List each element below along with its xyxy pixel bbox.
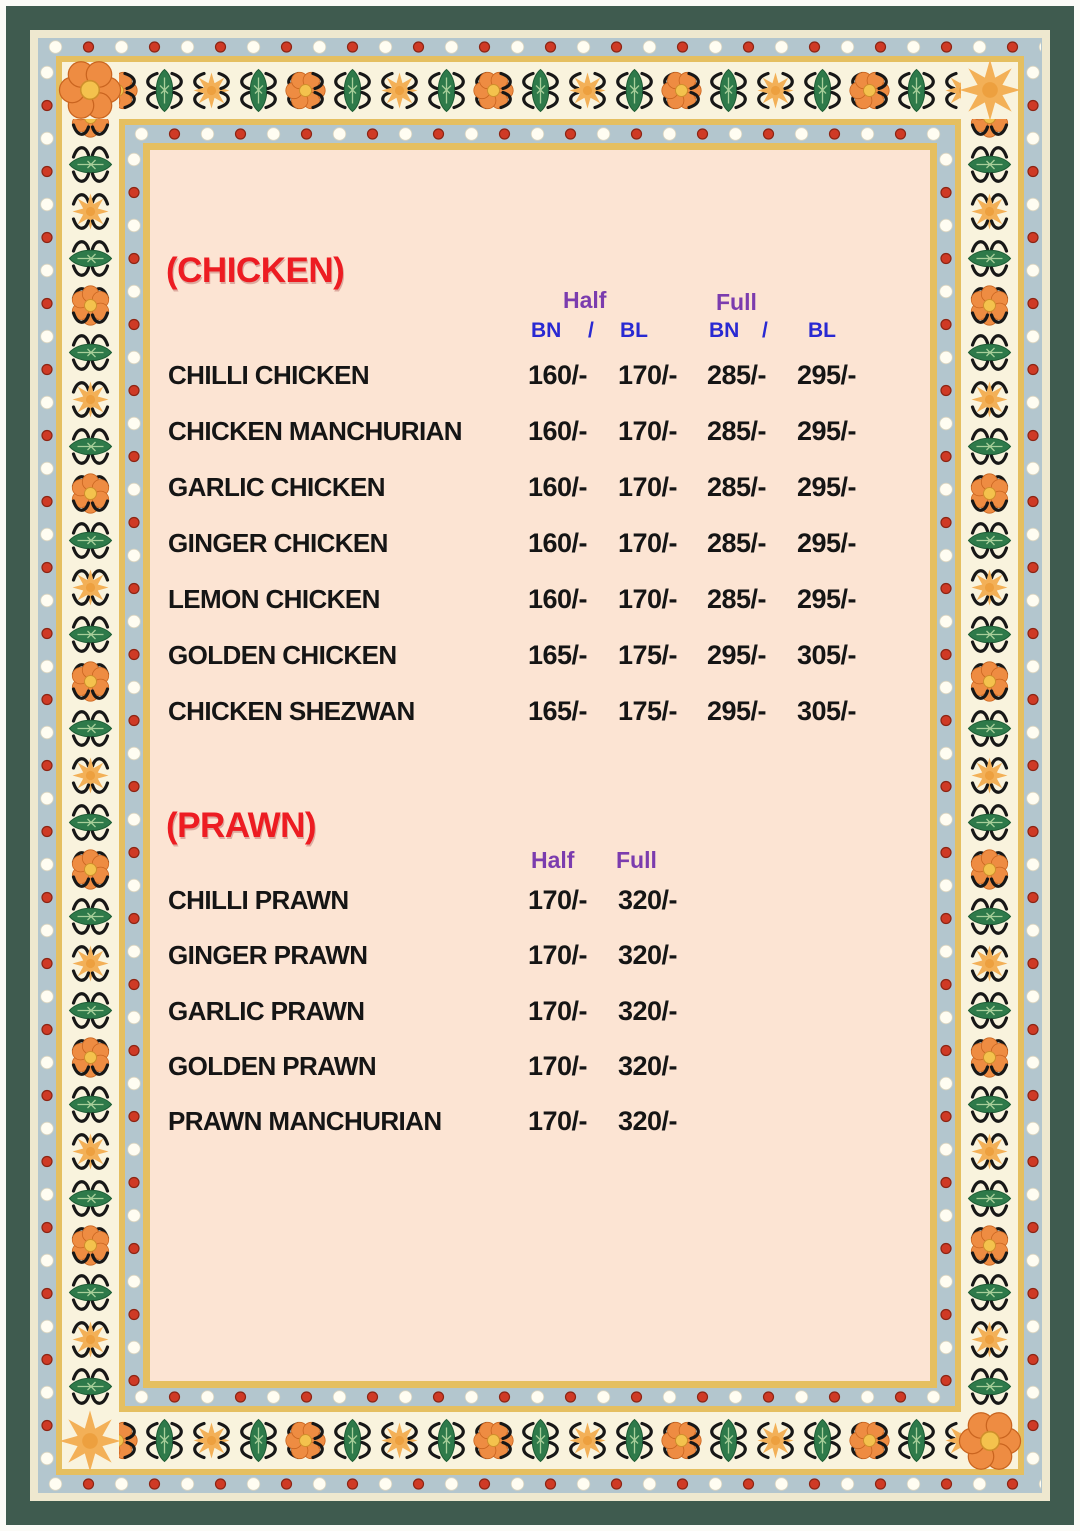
menu-item-price: 175/- [618, 696, 678, 726]
menu-item-price: 295/- [707, 640, 767, 670]
menu-item-price: 285/- [707, 472, 767, 502]
subcolumn-separator: / [762, 319, 768, 342]
menu-item-price: 320/- [618, 996, 678, 1026]
column-header-half: Half [531, 847, 575, 873]
menu-item-name: CHICKEN MANCHURIAN [168, 416, 462, 446]
menu-item-price: 295/- [707, 696, 767, 726]
menu-item-price: 285/- [707, 360, 767, 390]
menu-item-price: 160/- [528, 416, 588, 446]
menu-item-row [0, 641, 1080, 673]
menu-item-name: GINGER CHICKEN [168, 528, 388, 558]
subcolumn-header-bl: BL [808, 319, 836, 342]
menu-item-name: GOLDEN PRAWN [168, 1051, 377, 1081]
menu-item-price: 160/- [528, 584, 588, 614]
section-title-prawn: (PRAWN) [166, 806, 317, 845]
menu-item-name: CHILLI CHICKEN [168, 360, 370, 390]
menu-item-price: 320/- [618, 1051, 678, 1081]
menu-item-price: 160/- [528, 528, 588, 558]
menu-item-row [0, 585, 1080, 617]
menu-item-row [0, 361, 1080, 393]
menu-item-row [0, 417, 1080, 449]
menu-item-name: PRAWN MANCHURIAN [168, 1106, 442, 1136]
menu-item-price: 160/- [528, 360, 588, 390]
menu-item-name: LEMON CHICKEN [168, 584, 380, 614]
menu-item-row [0, 529, 1080, 561]
menu-item-price: 320/- [618, 940, 678, 970]
menu-item-row [0, 997, 1080, 1029]
menu-item-name: CHILLI PRAWN [168, 885, 349, 915]
section-title-chicken: (CHICKEN) [166, 251, 345, 290]
menu-item-row [0, 886, 1080, 918]
column-header-full: Full [616, 847, 657, 873]
menu-item-price: 170/- [528, 1106, 588, 1136]
menu-item-name: GOLDEN CHICKEN [168, 640, 397, 670]
menu-item-price: 165/- [528, 696, 588, 726]
menu-item-name: GARLIC CHICKEN [168, 472, 385, 502]
subcolumn-separator: / [588, 319, 594, 342]
menu-item-price: 165/- [528, 640, 588, 670]
menu-item-price: 295/- [797, 528, 857, 558]
menu-item-price: 320/- [618, 1106, 678, 1136]
menu-item-price: 295/- [797, 416, 857, 446]
menu-item-price: 160/- [528, 472, 588, 502]
menu-item-price: 285/- [707, 584, 767, 614]
menu-item-price: 295/- [797, 472, 857, 502]
menu-item-row [0, 941, 1080, 973]
menu-item-price: 320/- [618, 885, 678, 915]
menu-item-price: 170/- [618, 360, 678, 390]
column-header-half: Half [563, 287, 607, 313]
menu-item-name: CHICKEN SHEZWAN [168, 696, 415, 726]
menu-item-name: GARLIC PRAWN [168, 996, 365, 1026]
menu-item-price: 295/- [797, 360, 857, 390]
menu-item-price: 170/- [528, 885, 588, 915]
subcolumn-header-bl: BL [620, 319, 648, 342]
menu-item-price: 305/- [797, 640, 857, 670]
menu-item-row [0, 1052, 1080, 1084]
menu-item-row [0, 697, 1080, 729]
menu-item-price: 285/- [707, 528, 767, 558]
menu-item-price: 170/- [528, 996, 588, 1026]
menu-item-price: 295/- [797, 584, 857, 614]
subcolumn-header-bn: BN [531, 319, 562, 342]
menu-item-price: 170/- [618, 416, 678, 446]
menu-item-price: 170/- [618, 528, 678, 558]
column-header-full: Full [716, 289, 757, 315]
menu-item-price: 170/- [528, 1051, 588, 1081]
menu-item-name: GINGER PRAWN [168, 940, 368, 970]
menu-item-price: 170/- [618, 472, 678, 502]
menu-item-price: 170/- [528, 940, 588, 970]
subcolumn-header-bn: BN [709, 319, 740, 342]
menu-item-row [0, 473, 1080, 505]
menu-item-price: 305/- [797, 696, 857, 726]
menu-item-price: 175/- [618, 640, 678, 670]
menu-item-row [0, 1107, 1080, 1139]
menu-item-price: 170/- [618, 584, 678, 614]
menu-item-price: 285/- [707, 416, 767, 446]
